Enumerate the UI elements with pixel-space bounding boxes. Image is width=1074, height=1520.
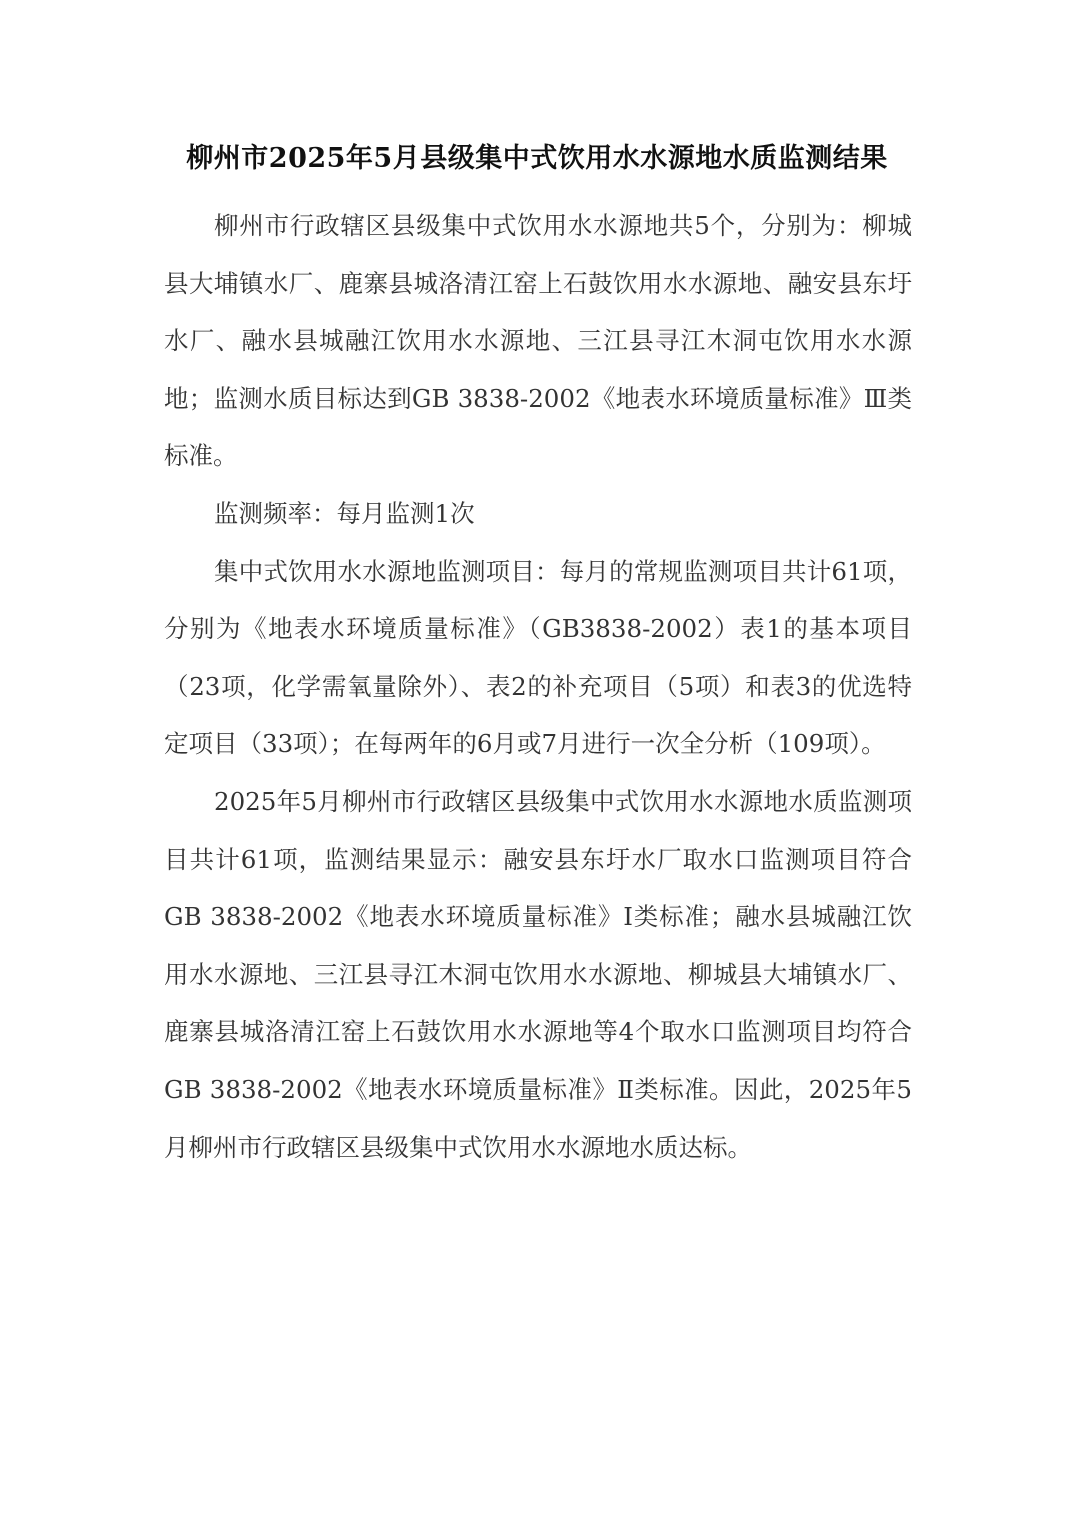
document-body — [164, 197, 912, 1176]
paragraph-frequency: 监测频率：每月监测1次 — [214, 498, 475, 528]
paragraph-results: 2025年5月柳州市行政辖区县级集中式饮用水水源地水质监测项目共计61项，监测结果显示：融安县东圩水厂取水口监测项目符合GB 3838-2002《地表水环境质量标准》Ⅰ类标准；融水县城融江饮用水水源地、三江县寻江木洞屯饮用水水源地、柳城县大埔镇水厂、鹿寨县城洛清江窑上石鼓饮用水水源地等4个取水口监测项目均符合GB 3838-2002《地表水环境质量标准》Ⅱ类标准。因此，2025年5月柳州市行政辖区县级集中式饮用水水源地水质达标。 — [164, 786, 912, 1162]
paragraph-sources: 柳州市行政辖区县级集中式饮用水水源地共5个，分别为：柳城县大埔镇水厂、鹿寨县城洛清江窑上石鼓饮用水水源地、融安县东圩水厂、融水县城融江饮用水水源地、三江县寻江木洞屯饮用水水源地；监测水质目标达到GB 3838-2002《地表水环境质量标准》Ⅲ类标准。 — [164, 211, 912, 471]
paragraph-monitoring-items: 集中式饮用水水源地监测项目：每月的常规监测项目共计61项，分别为《地表水环境质量标准》（GB3838-2002）表1的基本项目（23项，化学需氧量除外）、表2的补充项目（5项）和表3的优选特定项目（33项）；在每两年的6月或7月进行一次全分析（109项）。 — [164, 556, 912, 759]
page-title: 柳州市2025年5月县级集中式饮用水水源地水质监测结果 — [186, 143, 888, 174]
